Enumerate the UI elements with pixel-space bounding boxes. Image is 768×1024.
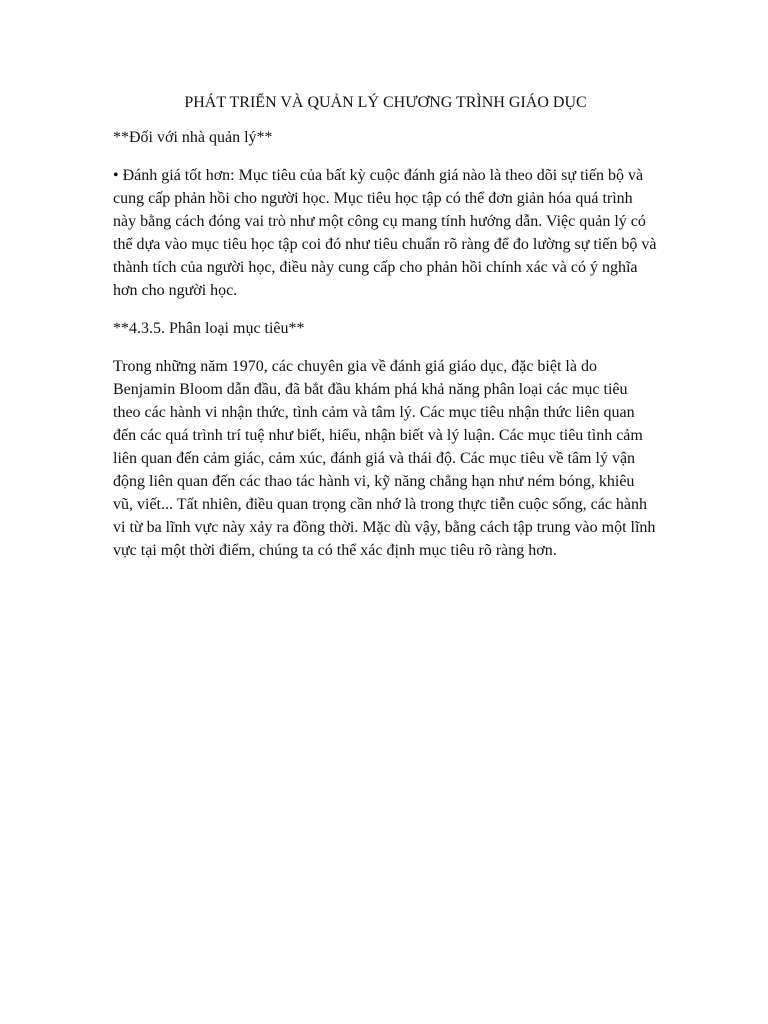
section-heading-classification: **4.3.5. Phân loại mục tiêu** [113, 320, 305, 337]
document-title: PHÁT TRIỂN VÀ QUẢN LÝ CHƯƠNG TRÌNH GIÁO DỤC [184, 94, 587, 111]
document-page [113, 92, 658, 577]
bullet-paragraph-evaluation: • Đánh giá tốt hơn: Mục tiêu của bất kỳ cuộc đánh giá nào là theo dõi sự tiến bộ và cung cấp phản hồi cho người học. Mục tiêu học tập có thể đơn giản hóa quá trình này bằng cách đóng vai trò như một công cụ mang tính hướng dẫn. Việc quản lý có thể dựa vào mục tiêu học tập coi đó như tiêu chuẩn rõ ràng để đo lường sự tiến bộ và thành tích của người học, điều này cung cấp cho phản hồi chính xác và có ý nghĩa hơn cho người học. [113, 167, 657, 299]
body-paragraph-bloom: Trong những năm 1970, các chuyên gia về đánh giá giáo dục, đặc biệt là do Benjamin Bloom dẫn đầu, đã bắt đầu khám phá khả năng phân loại các mục tiêu theo các hành vi nhận thức, tình cảm và tâm lý. Các mục tiêu nhận thức liên quan đến các quá trình trí tuệ như biết, hiểu, nhận biết và lý luận. Các mục tiêu tình cảm liên quan đến cảm giác, cảm xúc, đánh giá và thái độ. Các mục tiêu về tâm lý vận động liên quan đến các thao tác hành vi, kỹ năng chẳng hạn như ném bóng, khiêu vũ, viết... Tất nhiên, điều quan trọng cần nhớ là trong thực tiễn cuộc sống, các hành vi từ ba lĩnh vực này xảy ra đồng thời. Mặc dù vậy, bằng cách tập trung vào một lĩnh vực tại một thời điểm, chúng ta có thể xác định mục tiêu rõ ràng hơn. [113, 358, 656, 559]
section-heading-managers: **Đối với nhà quản lý** [113, 129, 273, 146]
